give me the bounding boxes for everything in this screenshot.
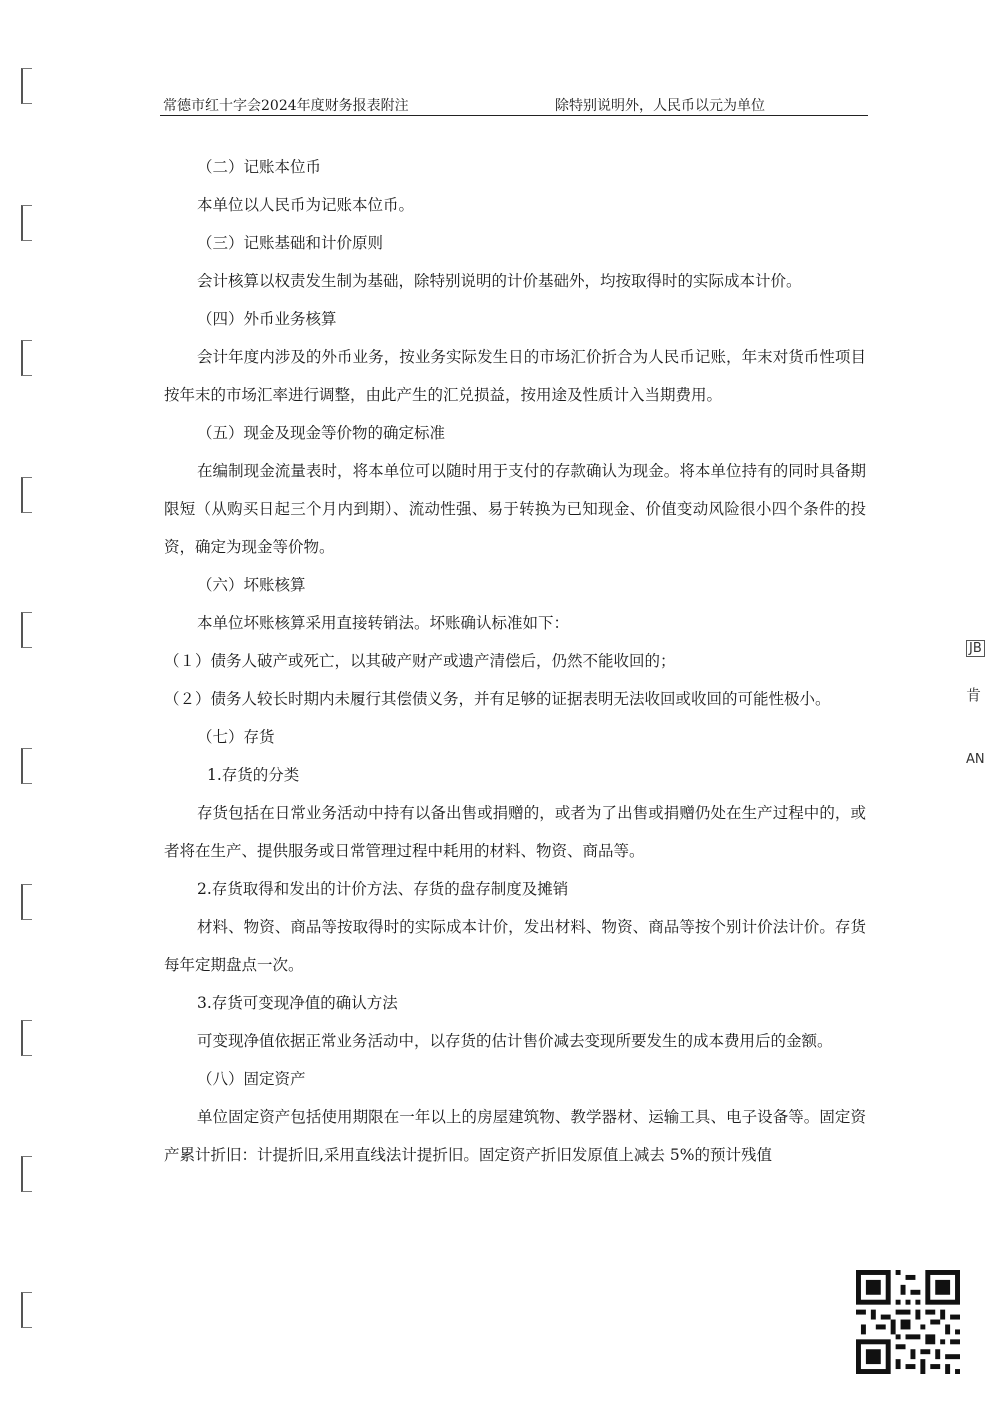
binding-mark: [21, 68, 32, 104]
paragraph: 本单位以人民币为记账本位币。: [197, 196, 415, 214]
header-title: 常德市红十字会2024年度财务报表附注: [163, 98, 409, 114]
paragraph: 单位固定资产包括使用期限在一年以上的房屋建筑物、教学器材、运输工具、电子设备等。固定资产累计折旧：计提折旧,采用直线法计提折旧。固定资产折旧发原值上减去 5%的预计残值: [164, 1108, 866, 1164]
edge-seal-mark: AN: [966, 752, 985, 767]
paragraph: 在编制现金流量表时，将本单位可以随时用于支付的存款确认为现金。将本单位持有的同时具备期限短（从购买日起三个月内到期）、流动性强、易于转换为已知现金、价值变动风险很小四个条件的投资，确定为现金等价物。: [164, 462, 866, 556]
subsection-heading: 3.存货可变现净值的确认方法: [197, 994, 398, 1012]
binding-mark: [21, 340, 32, 376]
paragraph: 存货包括在日常业务活动中持有以备出售或捐赠的，或者为了出售或捐赠仍处在生产过程中的，或者将在生产、提供服务或日常管理过程中耗用的材料、物资、商品等。: [164, 804, 866, 860]
edge-seal-mark: JB: [966, 640, 985, 657]
document-body: [164, 148, 866, 1174]
binding-mark: [21, 205, 32, 241]
qr-code: [856, 1270, 960, 1374]
section-heading: （四）外币业务核算: [197, 310, 337, 328]
section-heading: （七）存货: [197, 728, 275, 746]
paragraph: 会计年度内涉及的外币业务，按业务实际发生日的市场汇价折合为人民币记账，年末对货币性项目按年末的市场汇率进行调整，由此产生的汇兑损益，按用途及性质计入当期费用。: [164, 348, 866, 404]
list-item: （１）债务人破产或死亡，以其破产财产或遗产清偿后，仍然不能收回的；: [164, 652, 676, 670]
binding-mark: [21, 748, 32, 784]
paragraph: 可变现净值依据正常业务活动中，以存货的估计售价减去变现所要发生的成本费用后的金额。: [197, 1032, 833, 1050]
paragraph: 材料、物资、商品等按取得时的实际成本计价，发出材料、物资、商品等按个别计价法计价。存货每年定期盘点一次。: [164, 918, 866, 974]
paragraph: 会计核算以权责发生制为基础，除特别说明的计价基础外，均按取得时的实际成本计价。: [197, 272, 802, 290]
edge-seal-mark: 肯: [966, 686, 982, 704]
section-heading: （三）记账基础和计价原则: [197, 234, 384, 252]
binding-mark: [21, 1292, 32, 1328]
section-heading: （五）现金及现金等价物的确定标准: [197, 424, 446, 442]
binding-mark: [21, 477, 32, 513]
binding-mark: [21, 884, 32, 920]
paragraph: 本单位坏账核算采用直接转销法。坏账确认标准如下：: [197, 614, 570, 632]
binding-mark: [21, 1020, 32, 1056]
binding-mark: [21, 612, 32, 648]
section-heading: （二）记账本位币: [197, 158, 322, 176]
subsection-heading: 1.存货的分类: [207, 766, 300, 784]
section-heading: （八）固定资产: [197, 1070, 306, 1088]
binding-mark: [21, 1156, 32, 1192]
page-header: [160, 93, 868, 116]
section-heading: （六）坏账核算: [197, 576, 306, 594]
header-unit-note: 除特别说明外，人民币以元为单位: [555, 98, 765, 114]
subsection-heading: 2.存货取得和发出的计价方法、存货的盘存制度及摊销: [197, 880, 569, 898]
list-item: （２）债务人较长时期内未履行其偿债义务，并有足够的证据表明无法收回或收回的可能性极小。: [164, 690, 831, 708]
